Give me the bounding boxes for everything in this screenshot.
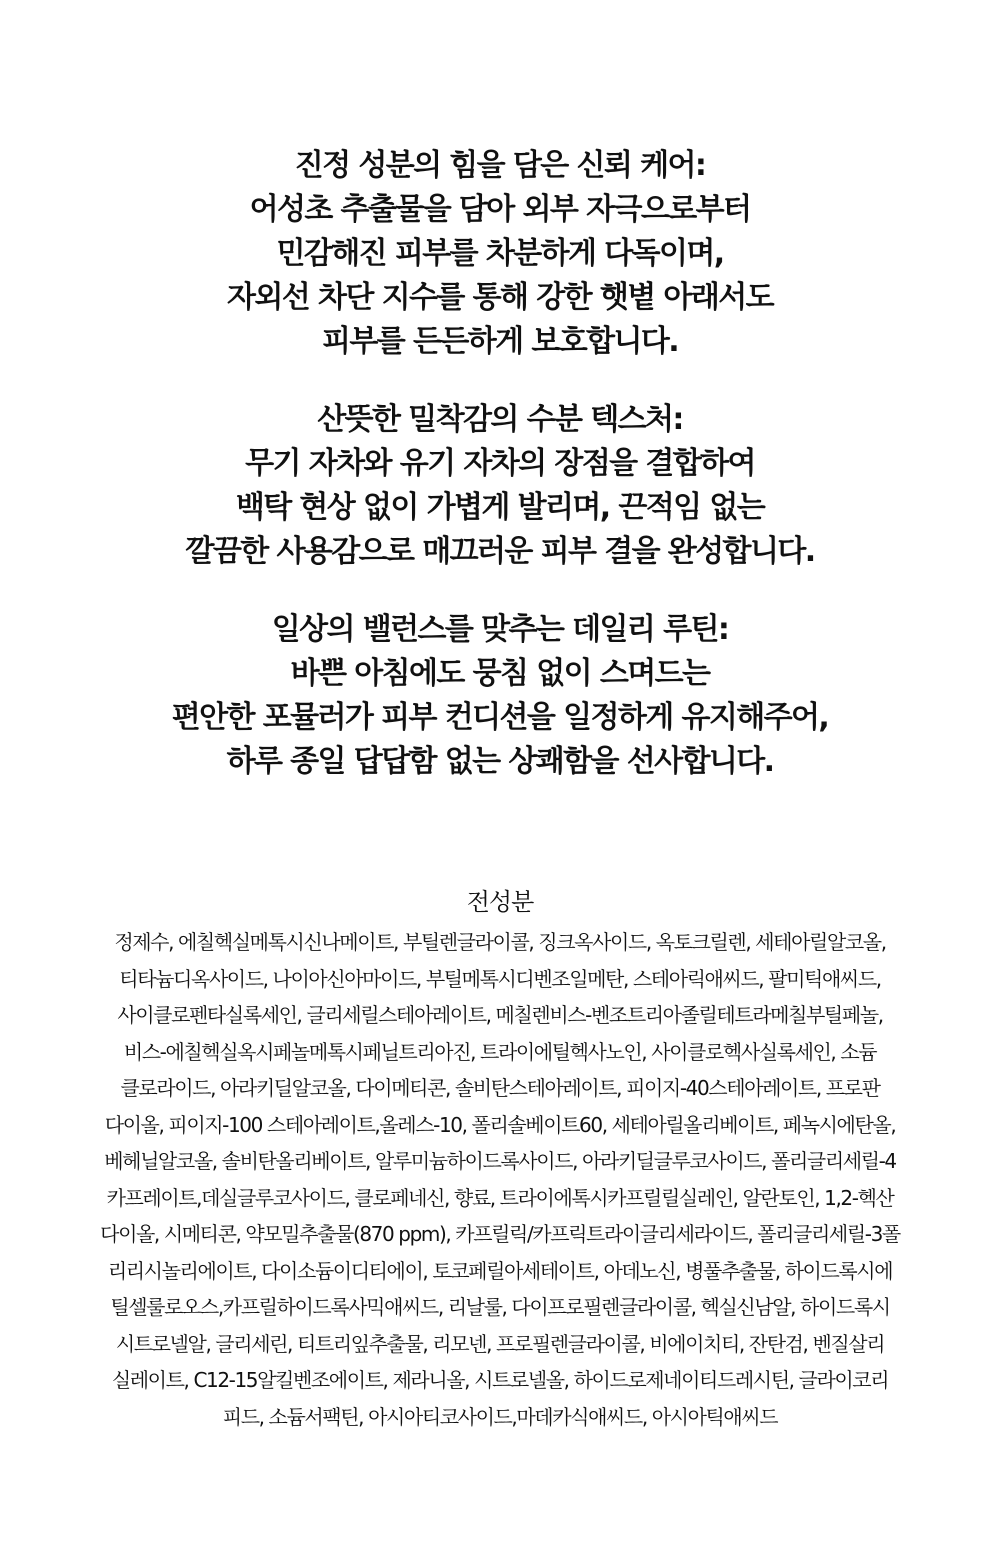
paragraph-moisture-texture xyxy=(0,398,1000,574)
ingredients-line: 비스-에칠헥실옥시페놀메톡시페닐트리아진, 트라이에틸헥사노인, 사이클로헥사실록세인, 소듐 xyxy=(123,1039,877,1064)
paragraph-line: 진정 성분의 힘을 담은 신뢰 케어: xyxy=(294,148,706,183)
paragraph-line: 바쁜 아침에도 뭉침 없이 스며드는 xyxy=(290,656,710,691)
ingredients-line: 다이올, 피이지-100 스테아레이트,올레스-10, 폴리솔베이트60, 세테아릴올리베이트, 페녹시에탄올, xyxy=(104,1112,896,1137)
ingredients-section xyxy=(0,880,1000,1435)
paragraph-line: 피부를 든든하게 보호합니다. xyxy=(321,324,679,359)
ingredients-title: 전성분 xyxy=(466,888,534,916)
paragraph-line: 일상의 밸런스를 맞추는 데일리 루틴: xyxy=(271,612,729,647)
paragraph-line: 백탁 현상 없이 가볍게 발리며, 끈적임 없는 xyxy=(235,490,765,525)
paragraph-line: 편안한 포뮬러가 피부 컨디션을 일정하게 유지해주어, xyxy=(171,700,829,735)
ingredients-line: 베헤닐알코올, 솔비탄올리베이트, 알루미늄하이드록사이드, 아라키딜글루코사이드, 폴리글리세릴-4 xyxy=(104,1149,896,1173)
paragraph-line: 어성초 추출물을 담아 외부 자극으로부터 xyxy=(249,192,751,227)
paragraph-soothing-care xyxy=(0,144,1000,364)
ingredients-line: 클로라이드, 아라키딜알코올, 다이메티콘, 솔비탄스테아레이트, 피이지-40스테아레이트, 프로판 xyxy=(120,1076,880,1100)
ingredients-line: 카프레이트,데실글루코사이드, 클로페네신, 향료, 트라이에톡시카프릴릴실레인, 알란토인, 1,2-헥산 xyxy=(106,1185,894,1210)
paragraph-line: 하루 종일 답답함 없는 상쾌함을 선사합니다. xyxy=(226,744,774,779)
product-description xyxy=(0,144,1000,818)
paragraph-line: 민감해진 피부를 차분하게 다독이며, xyxy=(276,236,724,271)
ingredients-line: 정제수, 에칠헥실메톡시신나메이트, 부틸렌글라이콜, 징크옥사이드, 옥토크릴렌, 세테아릴알코올, xyxy=(114,930,886,954)
ingredients-line: 피드, 소듐서팩틴, 아시아티코사이드,마데카식애씨드, 아시아틱애씨드 xyxy=(222,1404,778,1429)
paragraph-line: 깔끔한 사용감으로 매끄러운 피부 결을 완성합니다. xyxy=(185,534,815,569)
ingredients-line: 티타늄디옥사이드, 나이아신아마이드, 부틸메톡시디벤조일메탄, 스테아릭애씨드, 팔미틱애씨드, xyxy=(119,966,881,991)
ingredients-line: 다이올, 시메티콘, 약모밀추출물(870 ppm), 카프릴릭/카프릭트라이글리세라이드, 폴리글리세릴-3폴 xyxy=(100,1222,900,1246)
ingredients-line: 시트로넬알, 글리세린, 티트리잎추출물, 리모넨, 프로필렌글라이콜, 비에이치티, 잔탄검, 벤질살리 xyxy=(115,1331,885,1356)
paragraph-line: 무기 자차와 유기 자차의 장점을 결합하여 xyxy=(245,446,755,481)
ingredients-line: 틸셀룰로오스,카프릴하이드록사믹애씨드, 리날룰, 다이프로필렌글라이콜, 헥실신남알, 하이드록시 xyxy=(110,1295,890,1319)
paragraph-daily-routine xyxy=(0,608,1000,784)
ingredients-line: 리리시놀리에이트, 다이소듐이디티에이, 토코페릴아세테이트, 아데노신, 병풀추출물, 하이드록시에 xyxy=(107,1258,893,1283)
ingredients-line: 사이클로펜타실록세인, 글리세릴스테아레이트, 메칠렌비스-벤조트리아졸릴테트라메칠부틸페놀, xyxy=(117,1003,883,1027)
paragraph-line: 자외선 차단 지수를 통해 강한 햇볕 아래서도 xyxy=(227,280,773,315)
paragraph-line: 산뜻한 밀착감의 수분 텍스처: xyxy=(317,402,683,437)
ingredients-line: 실레이트, C12-15알킬벤조에이트, 제라니올, 시트로넬올, 하이드로제네이티드레시틴, 글라이코리 xyxy=(111,1368,889,1392)
